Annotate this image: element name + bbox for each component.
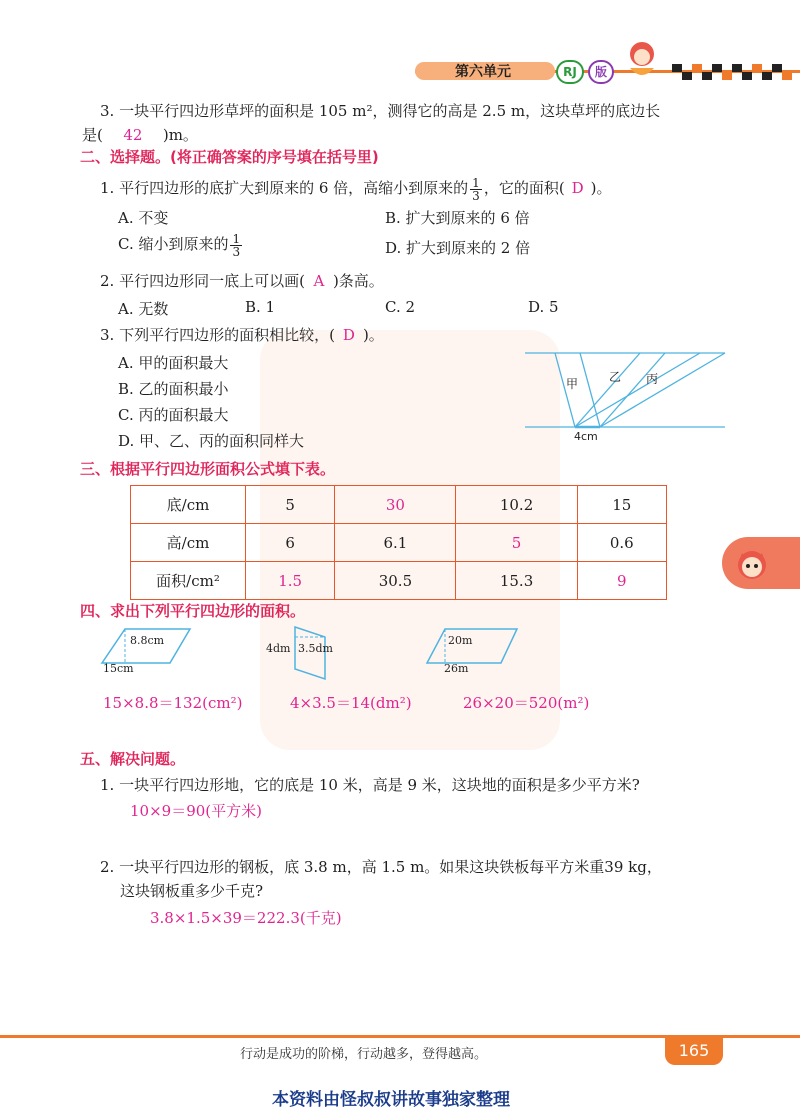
table-cell: 0.6 bbox=[577, 524, 666, 562]
table-cell: 5 bbox=[456, 524, 577, 562]
section3-title: 三、根据平行四边形面积公式填下表。 bbox=[80, 460, 336, 478]
table-row bbox=[131, 562, 667, 600]
fig-label-jia: 甲 bbox=[566, 377, 579, 391]
s5-q2-line2: 这块钢板重多少千克? bbox=[120, 882, 264, 900]
s2-q1-option-a: A. 不变 bbox=[118, 209, 169, 227]
row-label: 底/cm bbox=[131, 486, 246, 524]
rj-badge: RJ bbox=[556, 60, 584, 84]
fig2-side-label: 4dm bbox=[266, 642, 291, 655]
s2-q1-option-c bbox=[118, 232, 244, 258]
unit-label: 第六单元 bbox=[455, 64, 511, 80]
s2-q3-pre: 3. 下列平行四边形的面积相比较，( bbox=[100, 326, 335, 344]
frac-den: 3 bbox=[232, 244, 241, 259]
s2-q1-fraction bbox=[470, 177, 482, 202]
section4-title: 四、求出下列平行四边形的面积。 bbox=[80, 602, 306, 620]
frac-den: 3 bbox=[472, 188, 480, 203]
fig2-height-label: 3.5dm bbox=[298, 642, 333, 655]
s2-q3-stem bbox=[100, 324, 384, 345]
fig1-base-label: 15cm bbox=[103, 662, 134, 675]
s2-q2-post: )条高。 bbox=[332, 272, 384, 290]
parallelograms-figure bbox=[520, 345, 730, 445]
s2-q2-option-a: A. 无数 bbox=[118, 300, 169, 318]
s5-q2-answer: 3.8×1.5×39＝222.3(千克) bbox=[150, 909, 342, 927]
edition-badge: 版 bbox=[588, 60, 614, 84]
s2-q1-answer: D bbox=[571, 179, 584, 197]
fig-label-bing: 丙 bbox=[646, 372, 659, 386]
section5-title: 五、解决问题。 bbox=[80, 750, 186, 768]
table-cell: 15.3 bbox=[456, 562, 577, 600]
footer-motto: 行动是成功的阶梯，行动越多，登得越高。 bbox=[240, 1047, 488, 1062]
s2-q1-post: ，它的面积( bbox=[483, 179, 565, 197]
parallelogram-figure-3 bbox=[425, 625, 525, 673]
s5-q2-line1: 2. 一块平行四边形的钢板，底 3.8 m，高 1.5 m。如果这块铁板每平方米重39 kg， bbox=[100, 858, 662, 876]
credit-line: 本资料由怪叔叔讲故事独家整理 bbox=[272, 1090, 510, 1110]
frac-num: 1 bbox=[232, 231, 241, 246]
table-row bbox=[131, 486, 667, 524]
q3-prev-pre: 是( bbox=[82, 126, 103, 144]
table-cell: 15 bbox=[577, 486, 666, 524]
q3-prev-post: )m。 bbox=[162, 126, 198, 144]
s2-q1-stem bbox=[100, 176, 612, 202]
s4-answer-3: 26×20＝520(m²) bbox=[463, 694, 590, 712]
q3-prev-line2 bbox=[82, 124, 198, 145]
fig3-height-label: 20m bbox=[448, 634, 473, 647]
s2-q3-answer: D bbox=[342, 326, 355, 344]
fig3-base-label: 26m bbox=[444, 662, 469, 675]
s2-q2-pre: 2. 平行四边形同一底上可以画( bbox=[100, 272, 305, 290]
s2-q1-option-b: B. 扩大到原来的 6 倍 bbox=[385, 209, 530, 227]
mascot-face-icon bbox=[732, 543, 772, 583]
table-row bbox=[131, 524, 667, 562]
section2-title: 二、选择题。(将正确答案的序号填在括号里) bbox=[80, 148, 379, 166]
s5-q1-text: 1. 一块平行四边形地，它的底是 10 米，高是 9 米，这块地的面积是多少平方米? bbox=[100, 776, 640, 794]
fig1-height-label: 8.8cm bbox=[130, 634, 165, 647]
table-cell: 9 bbox=[577, 562, 666, 600]
table-cell: 10.2 bbox=[456, 486, 577, 524]
s2-q3-option-c: C. 丙的面积最大 bbox=[118, 406, 229, 424]
s2-q2-answer: A bbox=[313, 272, 325, 290]
table-cell: 6 bbox=[246, 524, 335, 562]
page-number: 165 bbox=[665, 1037, 723, 1065]
s2-q2-option-d: D. 5 bbox=[528, 298, 559, 316]
table-cell: 30.5 bbox=[335, 562, 456, 600]
s2-q1-option-c-text: C. 缩小到原来的 bbox=[118, 235, 229, 253]
s2-q1-option-d: D. 扩大到原来的 2 倍 bbox=[385, 239, 531, 257]
s2-q1-option-c-fraction bbox=[230, 233, 242, 258]
q3-prev-line1: 3. 一块平行四边形草坪的面积是 105 m²，测得它的高是 2.5 m，这块草坪的底边长 bbox=[100, 102, 661, 120]
fig-base-label: 4cm bbox=[574, 430, 598, 443]
s2-q1-pre: 1. 平行四边形的底扩大到原来的 6 倍，高缩小到原来的 bbox=[100, 179, 469, 197]
side-tab bbox=[722, 537, 800, 589]
s2-q3-option-b: B. 乙的面积最小 bbox=[118, 380, 229, 398]
q3-prev-answer: 42 bbox=[123, 126, 143, 144]
s2-q2-option-b: B. 1 bbox=[245, 298, 276, 316]
s2-q2-option-c: C. 2 bbox=[385, 298, 416, 316]
table-cell: 1.5 bbox=[246, 562, 335, 600]
s5-q1-answer: 10×9＝90(平方米) bbox=[130, 802, 262, 820]
area-table bbox=[130, 485, 667, 600]
fig-label-yi: 乙 bbox=[609, 370, 622, 384]
s2-q2-stem bbox=[100, 270, 384, 291]
frac-num: 1 bbox=[472, 175, 480, 190]
s4-answer-2: 4×3.5＝14(dm²) bbox=[290, 694, 412, 712]
s4-answer-1: 15×8.8＝132(cm²) bbox=[103, 694, 243, 712]
mascot-girl-icon bbox=[612, 38, 800, 82]
s2-q3-option-d: D. 甲、乙、丙的面积同样大 bbox=[118, 432, 305, 450]
row-label: 面积/cm² bbox=[131, 562, 246, 600]
row-label: 高/cm bbox=[131, 524, 246, 562]
table-cell: 6.1 bbox=[335, 524, 456, 562]
s2-q3-post: )。 bbox=[362, 326, 384, 344]
table-cell: 5 bbox=[246, 486, 335, 524]
s2-q1-end: )。 bbox=[590, 179, 612, 197]
table-cell: 30 bbox=[335, 486, 456, 524]
s2-q3-option-a: A. 甲的面积最大 bbox=[118, 354, 229, 372]
